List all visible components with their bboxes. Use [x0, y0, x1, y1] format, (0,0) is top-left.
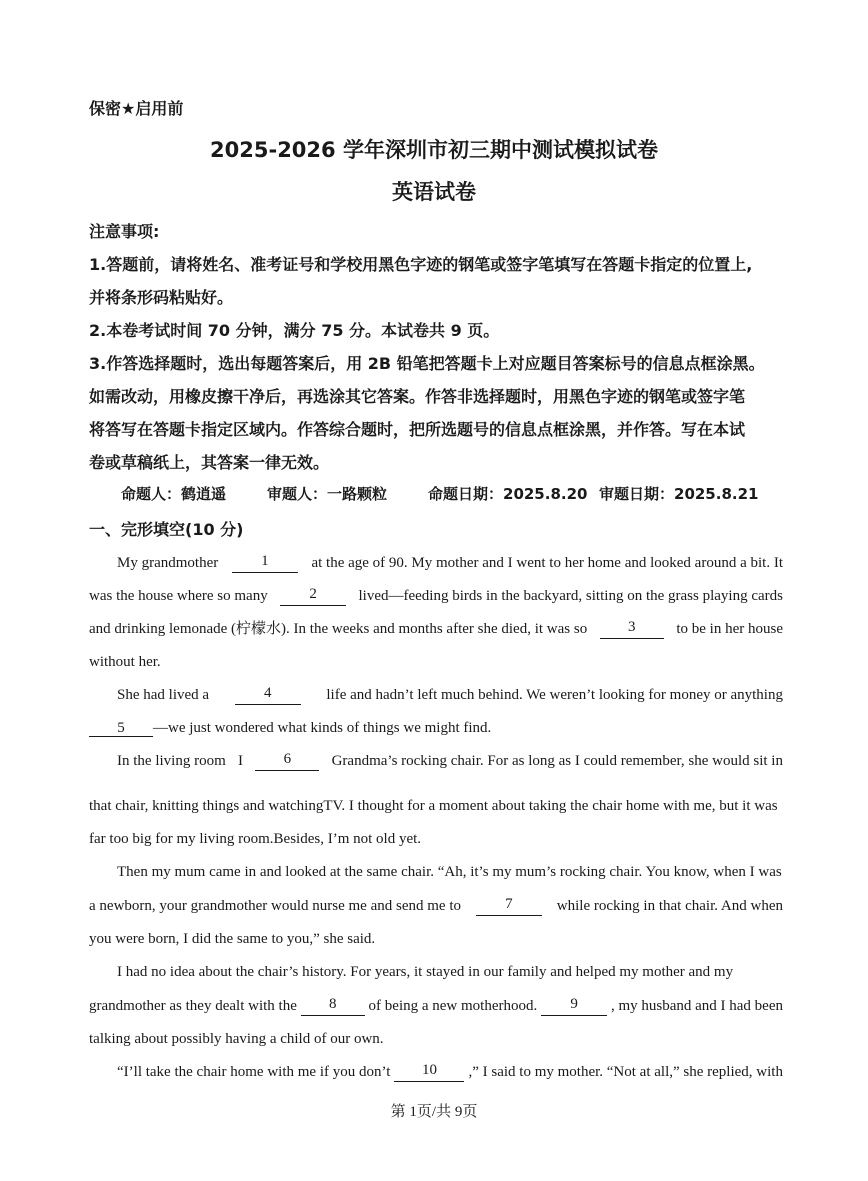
passage-line-9: far too big for my living room.Besides, I’m not old yet.	[89, 831, 422, 847]
passage-line-6	[89, 718, 783, 738]
blank-9[interactable]: 9	[541, 996, 607, 1016]
blank-4[interactable]: 4	[235, 685, 301, 705]
blank-7[interactable]: 7	[476, 896, 542, 916]
exam-title: 2025-2026 学年深圳市初三期中测试模拟试卷	[210, 138, 658, 162]
passage-text: life and hadn’t left much behind. We weren’t looking for money or anything	[326, 687, 783, 703]
page-number: 第 1页/共 9页	[390, 1104, 478, 1120]
passage-line-5	[89, 685, 783, 705]
notice-item-3-line-4: 卷或草稿纸上，其答案一律无效。	[89, 453, 330, 472]
passage-text: —we just wondered what kinds of things we might find.	[153, 720, 492, 736]
passage-text: of being a new motherhood.	[368, 998, 538, 1014]
passage-line-14	[89, 996, 783, 1016]
set-date: 命题日期：2025.8.20	[428, 485, 588, 503]
reviewer-info: 审题人：一路颗粒	[267, 485, 388, 503]
review-date: 审题日期：2025.8.21	[599, 485, 759, 503]
notice-heading: 注意事项:	[89, 222, 160, 241]
notice-item-3-line-1: 3.作答选择题时，选出每题答案后，用 2B 铅笔把答题卡上对应题目答案标号的信息点框涂黑。	[89, 354, 765, 373]
notice-item-3-line-3: 将答写在答题卡指定区域内。作答综合题时，把所选题号的信息点框涂黑，并作答。写在本试	[89, 420, 746, 439]
blank-5[interactable]: 5	[89, 720, 153, 737]
blank-1[interactable]: 1	[232, 553, 298, 573]
exam-subtitle: 英语试卷	[392, 180, 476, 204]
setter-info: 命题人：鹤逍遥	[121, 485, 227, 503]
confidential-label: 保密★启用前	[89, 99, 184, 118]
notice-item-3	[89, 347, 789, 479]
passage-text: was the house where so many	[89, 588, 268, 604]
passage-line-12: you were born, I did the same to you,” she said.	[89, 931, 376, 947]
passage-text: My grandmother	[117, 555, 219, 571]
blank-8[interactable]: 8	[301, 996, 365, 1016]
passage-text: and drinking lemonade (柠檬水). In the weeks and months after she died, it was so	[89, 621, 588, 637]
passage-line-1	[89, 553, 783, 573]
passage-text: to be in her house	[676, 621, 783, 637]
passage-text: Grandma’s rocking chair. For as long as I could remember, she would sit in	[331, 753, 783, 769]
passage-text: She had lived a	[117, 687, 210, 703]
passage-line-3	[89, 619, 783, 639]
passage-line-2	[89, 586, 783, 606]
blank-6[interactable]: 6	[255, 751, 319, 771]
passage-text: In the living room	[117, 753, 226, 769]
notice-item-1	[89, 248, 789, 314]
blank-10[interactable]: 10	[394, 1062, 464, 1082]
passage-text: “I’ll take the chair home with me if you don’t	[117, 1064, 391, 1080]
passage-line-11	[89, 896, 783, 916]
passage-text: a newborn, your grandmother would nurse me and send me to	[89, 898, 461, 914]
blank-3[interactable]: 3	[600, 619, 664, 639]
passage-text: at the age of 90. My mother and I went to her home and looked around a bit. It	[311, 555, 783, 571]
passage-line-7	[89, 751, 783, 771]
passage-line-13: I had no idea about the chair’s history. For years, it stayed in our family and helped my mother and my	[117, 964, 734, 980]
passage-line-8: that chair, knitting things and watchingTV. I thought for a moment about taking the chair home with me, but it was	[89, 798, 778, 814]
passage-line-4: without her.	[89, 654, 161, 670]
passage-text: ,” I said to my mother. “Not at all,” she replied, with	[468, 1064, 783, 1080]
passage-text: grandmother as they dealt with the	[89, 998, 297, 1014]
blank-2[interactable]: 2	[280, 586, 346, 606]
passage-text: while rocking in that chair. And when	[556, 898, 783, 914]
notice-item-2: 2.本卷考试时间 70 分钟，满分 75 分。本试卷共 9 页。	[89, 321, 500, 340]
passage-line-10: Then my mum came in and looked at the same chair. “Ah, it’s my mum’s rocking chair. You know, when I was	[117, 864, 782, 880]
passage-line-15: talking about possibly having a child of our own.	[89, 1031, 384, 1047]
passage-line-16	[89, 1062, 783, 1082]
notice-item-3-line-2: 如需改动，用橡皮擦干净后，再选涂其它答案。作答非选择题时，用黑色字迹的钢笔或签字笔	[89, 387, 746, 406]
notice-item-1-line-2: 并将条形码粘贴好。	[89, 288, 234, 307]
notice-item-1-line-1: 1.答题前，请将姓名、准考证号和学校用黑色字迹的钢笔或签字笔填写在答题卡指定的位置上,	[89, 255, 753, 274]
passage-text: I	[238, 753, 244, 769]
section-title: 一、完形填空(10 分)	[89, 520, 244, 539]
passage-text: lived—feeding birds in the backyard, sitting on the grass playing cards	[358, 588, 783, 604]
passage-text: , my husband and I had been	[610, 998, 783, 1014]
